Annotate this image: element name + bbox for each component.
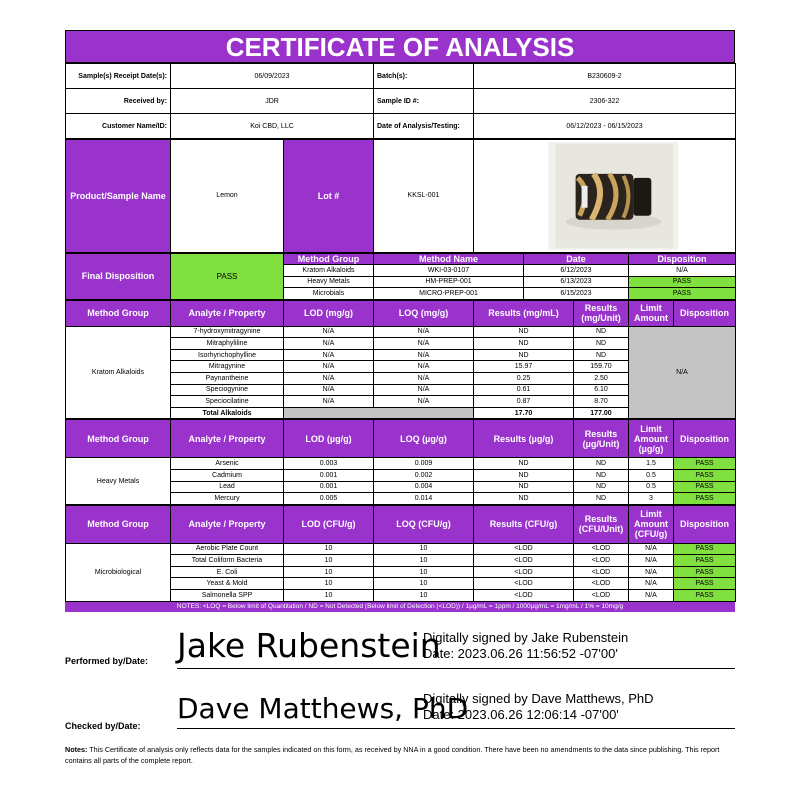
lod-cell: N/A bbox=[284, 396, 374, 408]
results-cell: 0.25 bbox=[474, 372, 574, 384]
performed-date-line: Date: 2023.06.26 11:56:52 -07'00' bbox=[423, 646, 618, 661]
loq-cell: N/A bbox=[374, 349, 474, 361]
analyte-cell: Paynantheine bbox=[171, 372, 284, 384]
total-blank-cell bbox=[284, 407, 474, 419]
loq-cell: 10 bbox=[374, 543, 474, 555]
analyte-cell: Isorhynchophylline bbox=[171, 349, 284, 361]
results-unit-cell: <LOD bbox=[574, 578, 629, 590]
header-row bbox=[66, 64, 736, 89]
lod-cell: N/A bbox=[284, 326, 374, 338]
analyte-cell: Mitragynine bbox=[171, 361, 284, 373]
analyte-cell: 7-hydroxymitragynine bbox=[171, 326, 284, 338]
method-group-header: Method Group bbox=[66, 300, 171, 326]
lod-cell: N/A bbox=[284, 372, 374, 384]
loq-cell: 10 bbox=[374, 566, 474, 578]
disposition-cell: PASS bbox=[674, 566, 736, 578]
header-row bbox=[66, 89, 736, 114]
results-cell: <LOD bbox=[474, 566, 574, 578]
limit-cell: N/A bbox=[629, 566, 674, 578]
results-unit-cell: 159.70 bbox=[574, 361, 629, 373]
date-cell: 6/13/2023 bbox=[524, 276, 629, 288]
results-cell: 0.61 bbox=[474, 384, 574, 396]
disposition-header: Disposition bbox=[674, 420, 736, 458]
batch-value: B230609-2 bbox=[474, 64, 736, 89]
method-name-cell: HM-PREP-001 bbox=[374, 276, 524, 288]
receipt-date-value: 06/09/2023 bbox=[171, 64, 374, 89]
results-cell: <LOD bbox=[474, 578, 574, 590]
customer-value: Koi CBD, LLC bbox=[171, 114, 374, 139]
disposition-header: Disposition bbox=[674, 300, 736, 326]
metals-table bbox=[65, 419, 736, 504]
kratom-group-cell: Kratom Alkaloids bbox=[66, 326, 171, 419]
kratom-header-row bbox=[66, 300, 736, 326]
results-unit-cell: ND bbox=[574, 469, 629, 481]
loq-cell: N/A bbox=[374, 372, 474, 384]
lod-cell: 10 bbox=[284, 578, 374, 590]
limit-cell: 1.5 bbox=[629, 458, 674, 470]
results-header: Results (µg/g) bbox=[474, 420, 574, 458]
method-group-header: Method Group bbox=[66, 420, 171, 458]
results-unit-header: Results (µg/Unit) bbox=[574, 420, 629, 458]
loq-header: LOQ (µg/g) bbox=[374, 420, 474, 458]
lod-cell: 0.001 bbox=[284, 469, 374, 481]
analyte-cell: Cadmium bbox=[171, 469, 284, 481]
product-photo bbox=[474, 140, 736, 253]
limit-cell: 0.5 bbox=[629, 481, 674, 493]
loq-cell: 10 bbox=[374, 578, 474, 590]
lot-label: Lot # bbox=[284, 140, 374, 253]
results-cell: ND bbox=[474, 493, 574, 505]
results-header: Results (mg/mL) bbox=[474, 300, 574, 326]
method-name-cell: WKI-03-0107 bbox=[374, 265, 524, 277]
method-group-header: Method Group bbox=[66, 505, 171, 543]
method-group-header: Method Group bbox=[284, 253, 374, 265]
limit-cell: 0.5 bbox=[629, 469, 674, 481]
loq-cell: N/A bbox=[374, 384, 474, 396]
limit-header: Limit Amount (CFU/g) bbox=[629, 505, 674, 543]
method-group-cell: Kratom Alkaloids bbox=[284, 265, 374, 277]
metals-header-row bbox=[66, 420, 736, 458]
total-results-cell: 17.70 bbox=[474, 407, 574, 419]
disposition-header: Disposition bbox=[629, 253, 736, 265]
table-row bbox=[66, 326, 736, 338]
lod-cell: N/A bbox=[284, 361, 374, 373]
loq-cell: 0.014 bbox=[374, 493, 474, 505]
disposition-cell: PASS bbox=[674, 493, 736, 505]
total-label: Total Alkaloids bbox=[171, 407, 284, 419]
disposition-cell: PASS bbox=[674, 543, 736, 555]
total-results-unit-cell: 177.00 bbox=[574, 407, 629, 419]
disposition-cell: PASS bbox=[674, 555, 736, 567]
micro-table bbox=[65, 505, 736, 602]
sample-id-label: Sample ID #: bbox=[374, 89, 474, 114]
table-row bbox=[66, 458, 736, 470]
loq-cell: N/A bbox=[374, 361, 474, 373]
loq-cell: 0.002 bbox=[374, 469, 474, 481]
metals-group-cell: Heavy Metals bbox=[66, 458, 171, 504]
results-cell: ND bbox=[474, 481, 574, 493]
lod-cell: 10 bbox=[284, 543, 374, 555]
micro-header-row bbox=[66, 505, 736, 543]
limit-header: Limit Amount (µg/g) bbox=[629, 420, 674, 458]
analyte-cell: E. Coli bbox=[171, 566, 284, 578]
results-unit-cell: ND bbox=[574, 338, 629, 350]
lod-cell: 10 bbox=[284, 566, 374, 578]
final-disposition-value: PASS bbox=[171, 253, 284, 299]
lod-cell: N/A bbox=[284, 338, 374, 350]
performed-signature-line bbox=[177, 668, 735, 669]
header-row bbox=[66, 114, 736, 139]
lod-cell: 0.003 bbox=[284, 458, 374, 470]
checked-signature bbox=[65, 686, 735, 744]
footnote bbox=[65, 744, 735, 766]
results-unit-cell: ND bbox=[574, 458, 629, 470]
table-row bbox=[66, 543, 736, 555]
product-table bbox=[65, 139, 736, 253]
analyte-cell: Yeast & Mold bbox=[171, 578, 284, 590]
results-cell: <LOD bbox=[474, 555, 574, 567]
results-cell: <LOD bbox=[474, 543, 574, 555]
loq-cell: 0.004 bbox=[374, 481, 474, 493]
disposition-cell: PASS bbox=[629, 288, 736, 300]
lod-cell: N/A bbox=[284, 349, 374, 361]
analyte-cell: Mercury bbox=[171, 493, 284, 505]
analyte-cell: Lead bbox=[171, 481, 284, 493]
loq-cell: N/A bbox=[374, 338, 474, 350]
loq-header: LOQ (mg/g) bbox=[374, 300, 474, 326]
results-unit-cell: ND bbox=[574, 493, 629, 505]
limit-cell: N/A bbox=[629, 543, 674, 555]
disposition-cell: N/A bbox=[629, 265, 736, 277]
results-header: Results (CFU/g) bbox=[474, 505, 574, 543]
analyte-cell: Salmonella SPP bbox=[171, 590, 284, 602]
certificate bbox=[65, 30, 735, 612]
disposition-cell: PASS bbox=[629, 276, 736, 288]
header-table bbox=[65, 63, 736, 139]
method-name-cell: MICRO-PREP-001 bbox=[374, 288, 524, 300]
results-cell: ND bbox=[474, 349, 574, 361]
lod-header: LOD (mg/g) bbox=[284, 300, 374, 326]
loq-cell: 10 bbox=[374, 555, 474, 567]
results-unit-cell: ND bbox=[574, 481, 629, 493]
limit-cell: N/A bbox=[629, 590, 674, 602]
received-by-value: JDR bbox=[171, 89, 374, 114]
disposition-cell: PASS bbox=[674, 578, 736, 590]
results-cell: ND bbox=[474, 338, 574, 350]
disposition-cell: PASS bbox=[674, 590, 736, 602]
checked-label: Checked by/Date: bbox=[65, 721, 141, 731]
lod-header: LOD (µg/g) bbox=[284, 420, 374, 458]
results-unit-cell: <LOD bbox=[574, 566, 629, 578]
results-cell: 0.87 bbox=[474, 396, 574, 408]
lod-cell: 10 bbox=[284, 590, 374, 602]
results-unit-cell: ND bbox=[574, 326, 629, 338]
results-cell: ND bbox=[474, 458, 574, 470]
results-unit-cell: <LOD bbox=[574, 555, 629, 567]
method-name-header: Method Name bbox=[374, 253, 524, 265]
checked-signature-line bbox=[177, 728, 735, 729]
footnote-label: Notes: bbox=[65, 745, 88, 754]
results-cell: ND bbox=[474, 469, 574, 481]
loq-cell: 0.009 bbox=[374, 458, 474, 470]
disposition-header: Disposition bbox=[674, 505, 736, 543]
batch-label: Batch(s): bbox=[374, 64, 474, 89]
results-cell: 15.97 bbox=[474, 361, 574, 373]
results-unit-cell: ND bbox=[574, 349, 629, 361]
analyte-cell: Aerobic Plate Count bbox=[171, 543, 284, 555]
disposition-cell: PASS bbox=[674, 469, 736, 481]
notes-bar: NOTES: <LOQ = Below limit of Quantitation / ND = Not Detected (Below limit of Detection (<LOD)) / 1µg/mL = 1ppm / 1000µg/mL = 1mg/mL / 1% = 10mg/g bbox=[65, 602, 735, 612]
receipt-date-label: Sample(s) Receipt Date(s): bbox=[66, 64, 171, 89]
performed-name: Jake Rubenstein bbox=[177, 626, 441, 665]
analyte-cell: Arsenic bbox=[171, 458, 284, 470]
date-cell: 6/12/2023 bbox=[524, 265, 629, 277]
method-group-cell: Microbials bbox=[284, 288, 374, 300]
lot-value: KKSL-001 bbox=[374, 140, 474, 253]
product-name-value: Lemon bbox=[171, 140, 284, 253]
performed-signed-line: Digitally signed by Jake Rubenstein bbox=[423, 630, 629, 645]
limit-cell: N/A bbox=[629, 555, 674, 567]
checked-date-line: Date: 2023.06.26 12:06:14 -07'00' bbox=[423, 707, 619, 722]
results-cell: ND bbox=[474, 326, 574, 338]
method-group-cell: Heavy Metals bbox=[284, 276, 374, 288]
final-header-row bbox=[66, 253, 736, 265]
results-cell: <LOD bbox=[474, 590, 574, 602]
lod-cell: 10 bbox=[284, 555, 374, 567]
analyte-header: Analyte / Property bbox=[171, 420, 284, 458]
micro-group-cell: Microbiological bbox=[66, 543, 171, 601]
product-row bbox=[66, 140, 736, 253]
disposition-cell: PASS bbox=[674, 458, 736, 470]
performed-label: Performed by/Date: bbox=[65, 656, 149, 666]
kratom-table bbox=[65, 300, 736, 420]
results-unit-cell: <LOD bbox=[574, 543, 629, 555]
product-name-label: Product/Sample Name bbox=[66, 140, 171, 253]
analyte-header: Analyte / Property bbox=[171, 505, 284, 543]
lod-header: LOD (CFU/g) bbox=[284, 505, 374, 543]
sample-id-value: 2306-322 bbox=[474, 89, 736, 114]
loq-header: LOQ (CFU/g) bbox=[374, 505, 474, 543]
received-by-label: Received by: bbox=[66, 89, 171, 114]
analyte-cell: Total Coliform Bacteria bbox=[171, 555, 284, 567]
limit-cell: 3 bbox=[629, 493, 674, 505]
lod-cell: N/A bbox=[284, 384, 374, 396]
vial-product-photo-icon bbox=[474, 140, 735, 252]
analyte-header: Analyte / Property bbox=[171, 300, 284, 326]
results-unit-header: Results (CFU/Unit) bbox=[574, 505, 629, 543]
results-unit-cell: 6.10 bbox=[574, 384, 629, 396]
checked-name: Dave Matthews, PhD bbox=[177, 692, 469, 725]
date-cell: 6/15/2023 bbox=[524, 288, 629, 300]
results-unit-header: Results (mg/Unit) bbox=[574, 300, 629, 326]
analysis-date-label: Date of Analysis/Testing: bbox=[374, 114, 474, 139]
analyte-cell: Speciogynine bbox=[171, 384, 284, 396]
loq-cell: N/A bbox=[374, 396, 474, 408]
page-title: CERTIFICATE OF ANALYSIS bbox=[65, 30, 735, 63]
date-header: Date bbox=[524, 253, 629, 265]
loq-cell: N/A bbox=[374, 326, 474, 338]
footnote-text: This Certificate of analysis only reflects data for the samples indicated on this form, as received by NNA in a good condition. There have been no amendments to the data since publishing. This report contains all parts of the complete report. bbox=[65, 745, 720, 765]
customer-label: Customer Name/ID: bbox=[66, 114, 171, 139]
limit-cell: N/A bbox=[629, 578, 674, 590]
checked-signed-line: Digitally signed by Dave Matthews, PhD bbox=[423, 691, 654, 706]
results-unit-cell: 2.50 bbox=[574, 372, 629, 384]
kratom-disposition-cell: N/A bbox=[629, 326, 736, 419]
loq-cell: 10 bbox=[374, 590, 474, 602]
limit-header: Limit Amount bbox=[629, 300, 674, 326]
final-disposition-table bbox=[65, 253, 736, 300]
performed-signed-text bbox=[423, 630, 628, 662]
analyte-cell: Mitraphyliline bbox=[171, 338, 284, 350]
final-disposition-label: Final Disposition bbox=[66, 253, 171, 299]
lod-cell: 0.001 bbox=[284, 481, 374, 493]
disposition-cell: PASS bbox=[674, 481, 736, 493]
checked-signed-text bbox=[423, 691, 654, 723]
results-unit-cell: <LOD bbox=[574, 590, 629, 602]
lod-cell: 0.005 bbox=[284, 493, 374, 505]
analyte-cell: Speciocilatine bbox=[171, 396, 284, 408]
analysis-date-value: 06/12/2023 - 06/15/2023 bbox=[474, 114, 736, 139]
results-unit-cell: 8.70 bbox=[574, 396, 629, 408]
performed-signature bbox=[65, 622, 735, 680]
